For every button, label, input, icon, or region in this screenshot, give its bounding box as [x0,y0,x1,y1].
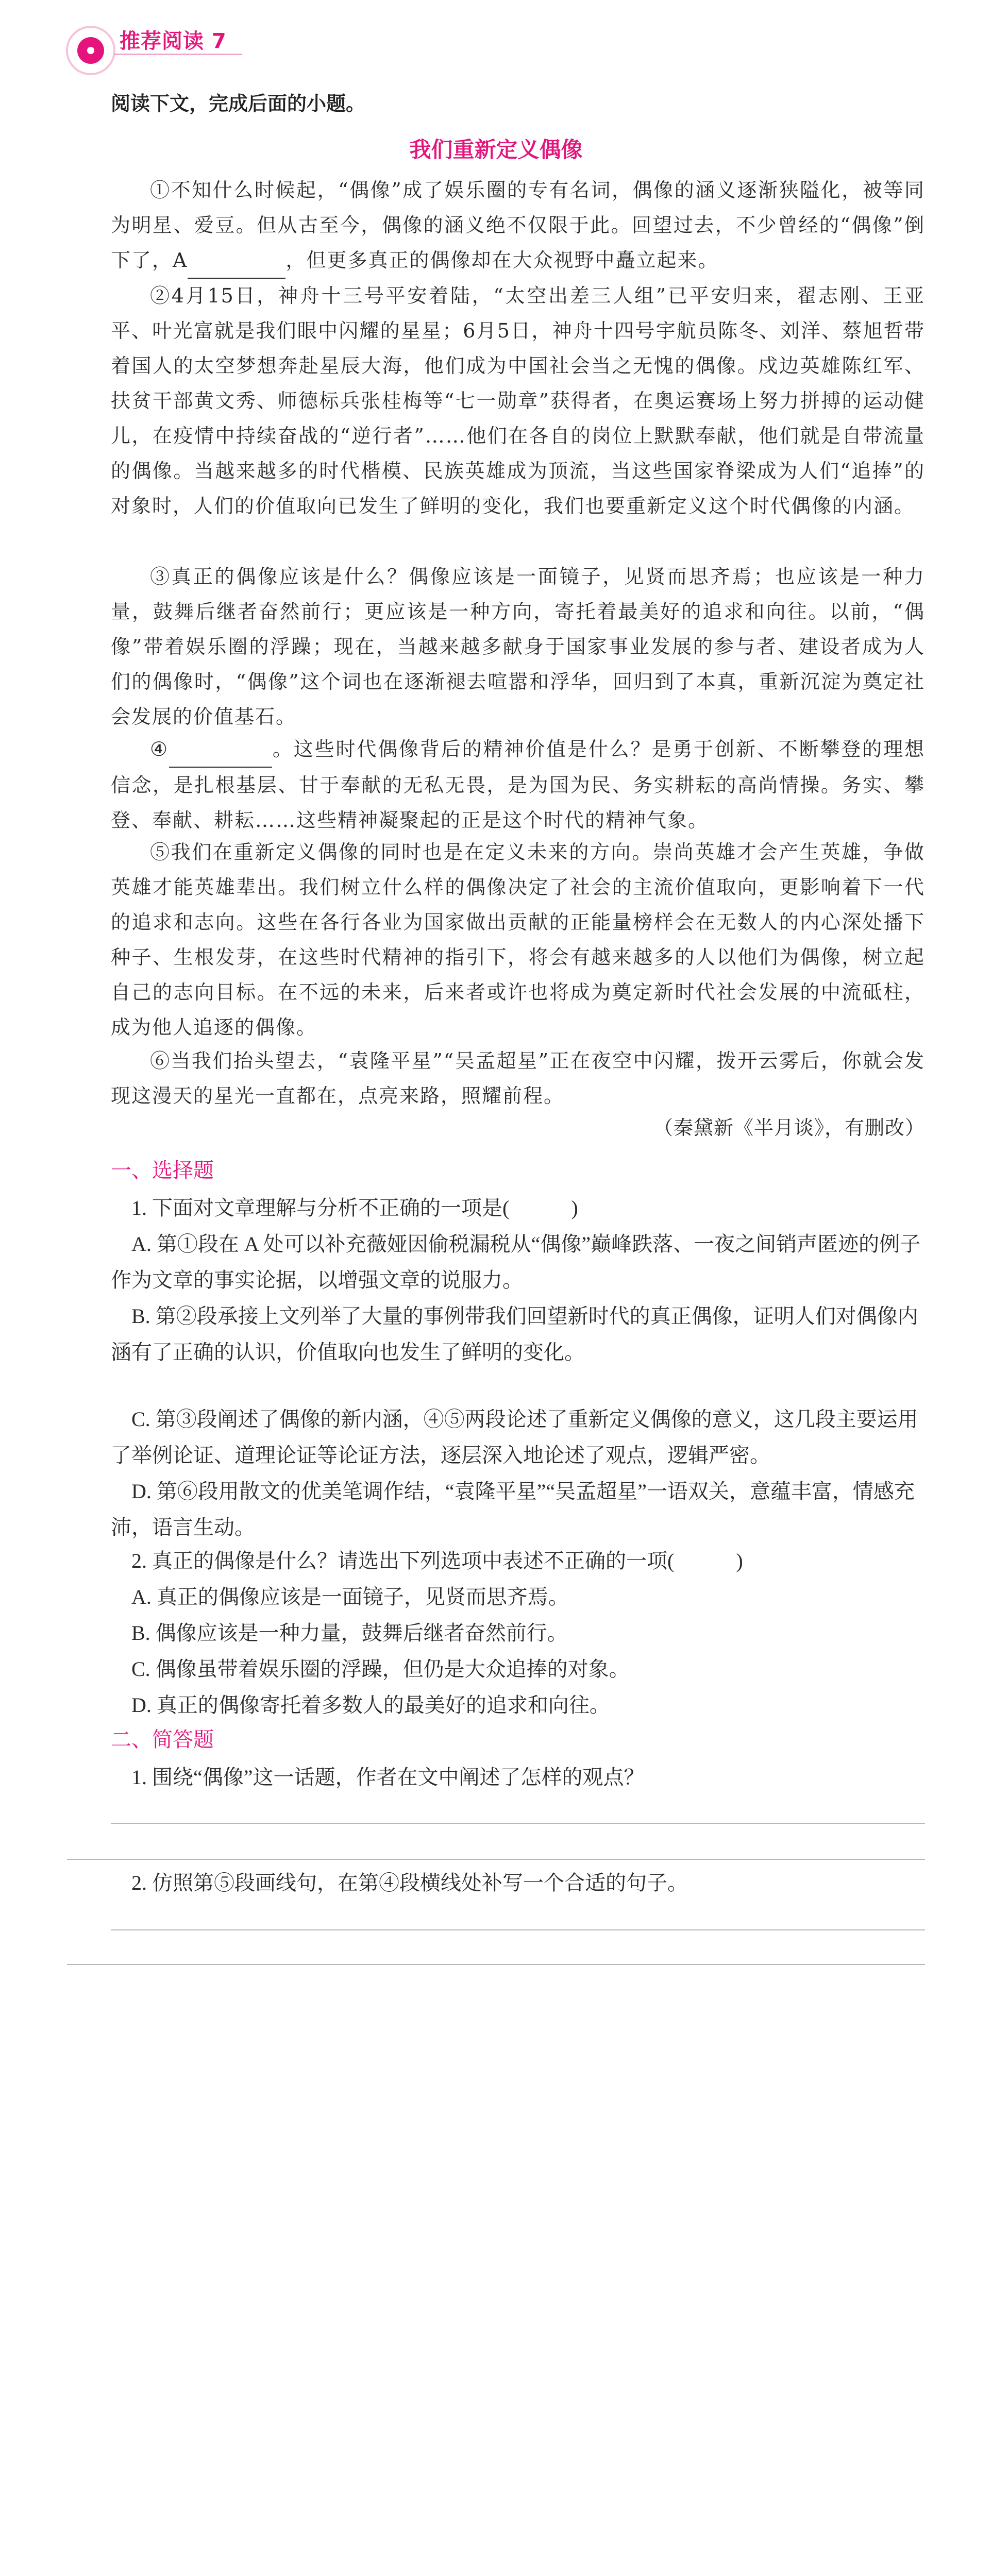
badge-underline [113,54,242,55]
q2-option-d[interactable]: D. 真正的偶像寄托着多数人的最美好的追求和向往。 [131,1693,610,1717]
article-source: （秦黛新《半月谈》，有删改） [653,1116,925,1139]
choice-section-heading: 一、选择题 [111,1159,214,1182]
article-paragraph-1: ①不知什么时候起，“偶像”成了娱乐圈的专有名词，偶像的涵义逐渐狭隘化，被等同为明星、爱豆。但从古至今，偶像的涵义绝不仅限于此。回望过去，不少曾经的“偶像”倒下了，A ，但更多真正的偶像却在大众视野中矗立起来。 [111,173,925,279]
article-paragraph-3: ③真正的偶像应该是什么？偶像应该是一面镜子，见贤而思齐焉；也应该是一种力量，鼓舞后继者奋然前行；更应该是一种方向，寄托着最美好的追求和向往。以前，“偶像”带着娱乐圈的浮躁；现在，当越来越多献身于国家事业发展的参与者、建设者成为人们的偶像时，“偶像”这个词也在逐渐褪去喧嚣和浮华，回归到了本真，重新沉淀为奠定社会发展的价值基石。 [111,565,925,728]
answer-line[interactable] [111,1929,925,1930]
answer-line[interactable] [67,1964,925,1965]
q2-option-c[interactable]: C. 偶像虽带着娱乐圈的浮躁，但仍是大众追捧的对象。 [131,1657,630,1681]
q2-stem: 2. 真正的偶像是什么？请选出下列选项中表述不正确的一项( ) [131,1549,743,1572]
article-paragraph-5: ⑤我们在重新定义偶像的同时也是在定义未来的方向。崇尚英雄才会产生英雄，争做英雄才能英雄辈出。我们树立什么样的偶像决定了社会的主流价值取向，更影响着下一代的追求和志向。这些在各行各业为国家做出贡献的正能量榜样会在无数人的内心深处播下种子、生根发芽，在这些时代精神的指引下，将会有越来越多的人以他们为偶像，树立起自己的志向目标。在不远的未来，后来者或许也将成为奠定新时代社会发展的中流砥柱，成为他人追逐的偶像。 [111,841,925,1039]
answer-line[interactable] [67,1859,925,1860]
q1-stem: 1. 下面对文章理解与分析不正确的一项是( ) [131,1196,578,1219]
article-paragraph-6: ⑥当我们抬头望去，“袁隆平星”“吴孟超星”正在夜空中闪耀，拨开云雾后，你就会发现这漫天的星光一直都在，点亮来路，照耀前程。 [111,1049,925,1107]
article-title: 我们重新定义偶像 [409,137,583,162]
q1-option-a[interactable]: A. 第①段在 A 处可以补充薇娅因偷税漏税从“偶像”巅峰跌落、一夜之间销声匿迹的例子作为文章的事实论据，以增强文章的说服力。 [111,1232,921,1292]
article-paragraph-2: ②4月15日，神舟十三号平安着陆，“太空出差三人组”已平安归来，翟志刚、王亚平、叶光富就是我们眼中闪耀的星星；6月5日，神舟十四号宇航员陈冬、刘洋、蔡旭哲带着国人的太空梦想奔赴星辰大海，他们成为中国社会当之无愧的偶像。戍边英雄陈红军、扶贫干部黄文秀、师德标兵张桂梅等“七一勋章”获得者，在奥运赛场上努力拼搏的运动健儿，在疫情中持续奋战的“逆行者”……他们在各自的岗位上默默奉献，他们就是自带流量的偶像。当越来越多的时代楷模、民族英雄成为顶流，当这些国家脊梁成为人们“追捧”的对象时，人们的价值取向已发生了鲜明的变化，我们也要重新定义这个时代偶像的内涵。 [111,284,925,517]
q1-option-d[interactable]: D. 第⑥段用散文的优美笔调作结，“袁隆平星”“吴孟超星”一语双关，意蕴丰富，情感充沛，语言生动。 [111,1480,915,1539]
q1-option-c[interactable]: C. 第③段阐述了偶像的新内涵，④⑤两段论述了重新定义偶像的意义，这几段主要运用了举例论证、道理论证等论证方法，逐层深入地论述了观点，逻辑严密。 [111,1408,918,1467]
q2-option-b[interactable]: B. 偶像应该是一种力量，鼓舞后继者奋然前行。 [131,1621,568,1645]
short-answer-section-heading: 二、简答题 [111,1728,214,1752]
q1-option-b[interactable]: B. 第②段承接上文列举了大量的事例带我们回望新时代的真正偶像，证明人们对偶像内涵有了正确的认识，价值取向也发生了鲜明的变化。 [111,1304,918,1364]
reading-instruction: 阅读下文，完成后面的小题。 [111,92,366,115]
blank-a[interactable] [188,243,285,279]
blank-paragraph-4[interactable] [169,732,272,768]
short-q2-stem: 2. 仿照第⑤段画线句，在第④段横线处补写一个合适的句子。 [131,1871,688,1894]
answer-line[interactable] [111,1823,925,1824]
q2-option-a[interactable]: A. 真正的偶像应该是一面镜子，见贤而思齐焉。 [131,1585,569,1608]
badge-label: 推荐阅读 7 [120,29,227,53]
article-paragraph-4: ④ 。这些时代偶像背后的精神价值是什么？是勇于创新、不断攀登的理想信念，是扎根基层、甘于奉献的无私无畏，是为国为民、务实耕耘的高尚情操。务实、攀登、奉献、耕耘……这些精神凝聚起的正是这个时代的精神气象。 [111,732,925,838]
short-q1-stem: 1. 围绕“偶像”这一话题，作者在文中阐述了怎样的观点？ [131,1766,645,1789]
section-badge [62,20,258,76]
